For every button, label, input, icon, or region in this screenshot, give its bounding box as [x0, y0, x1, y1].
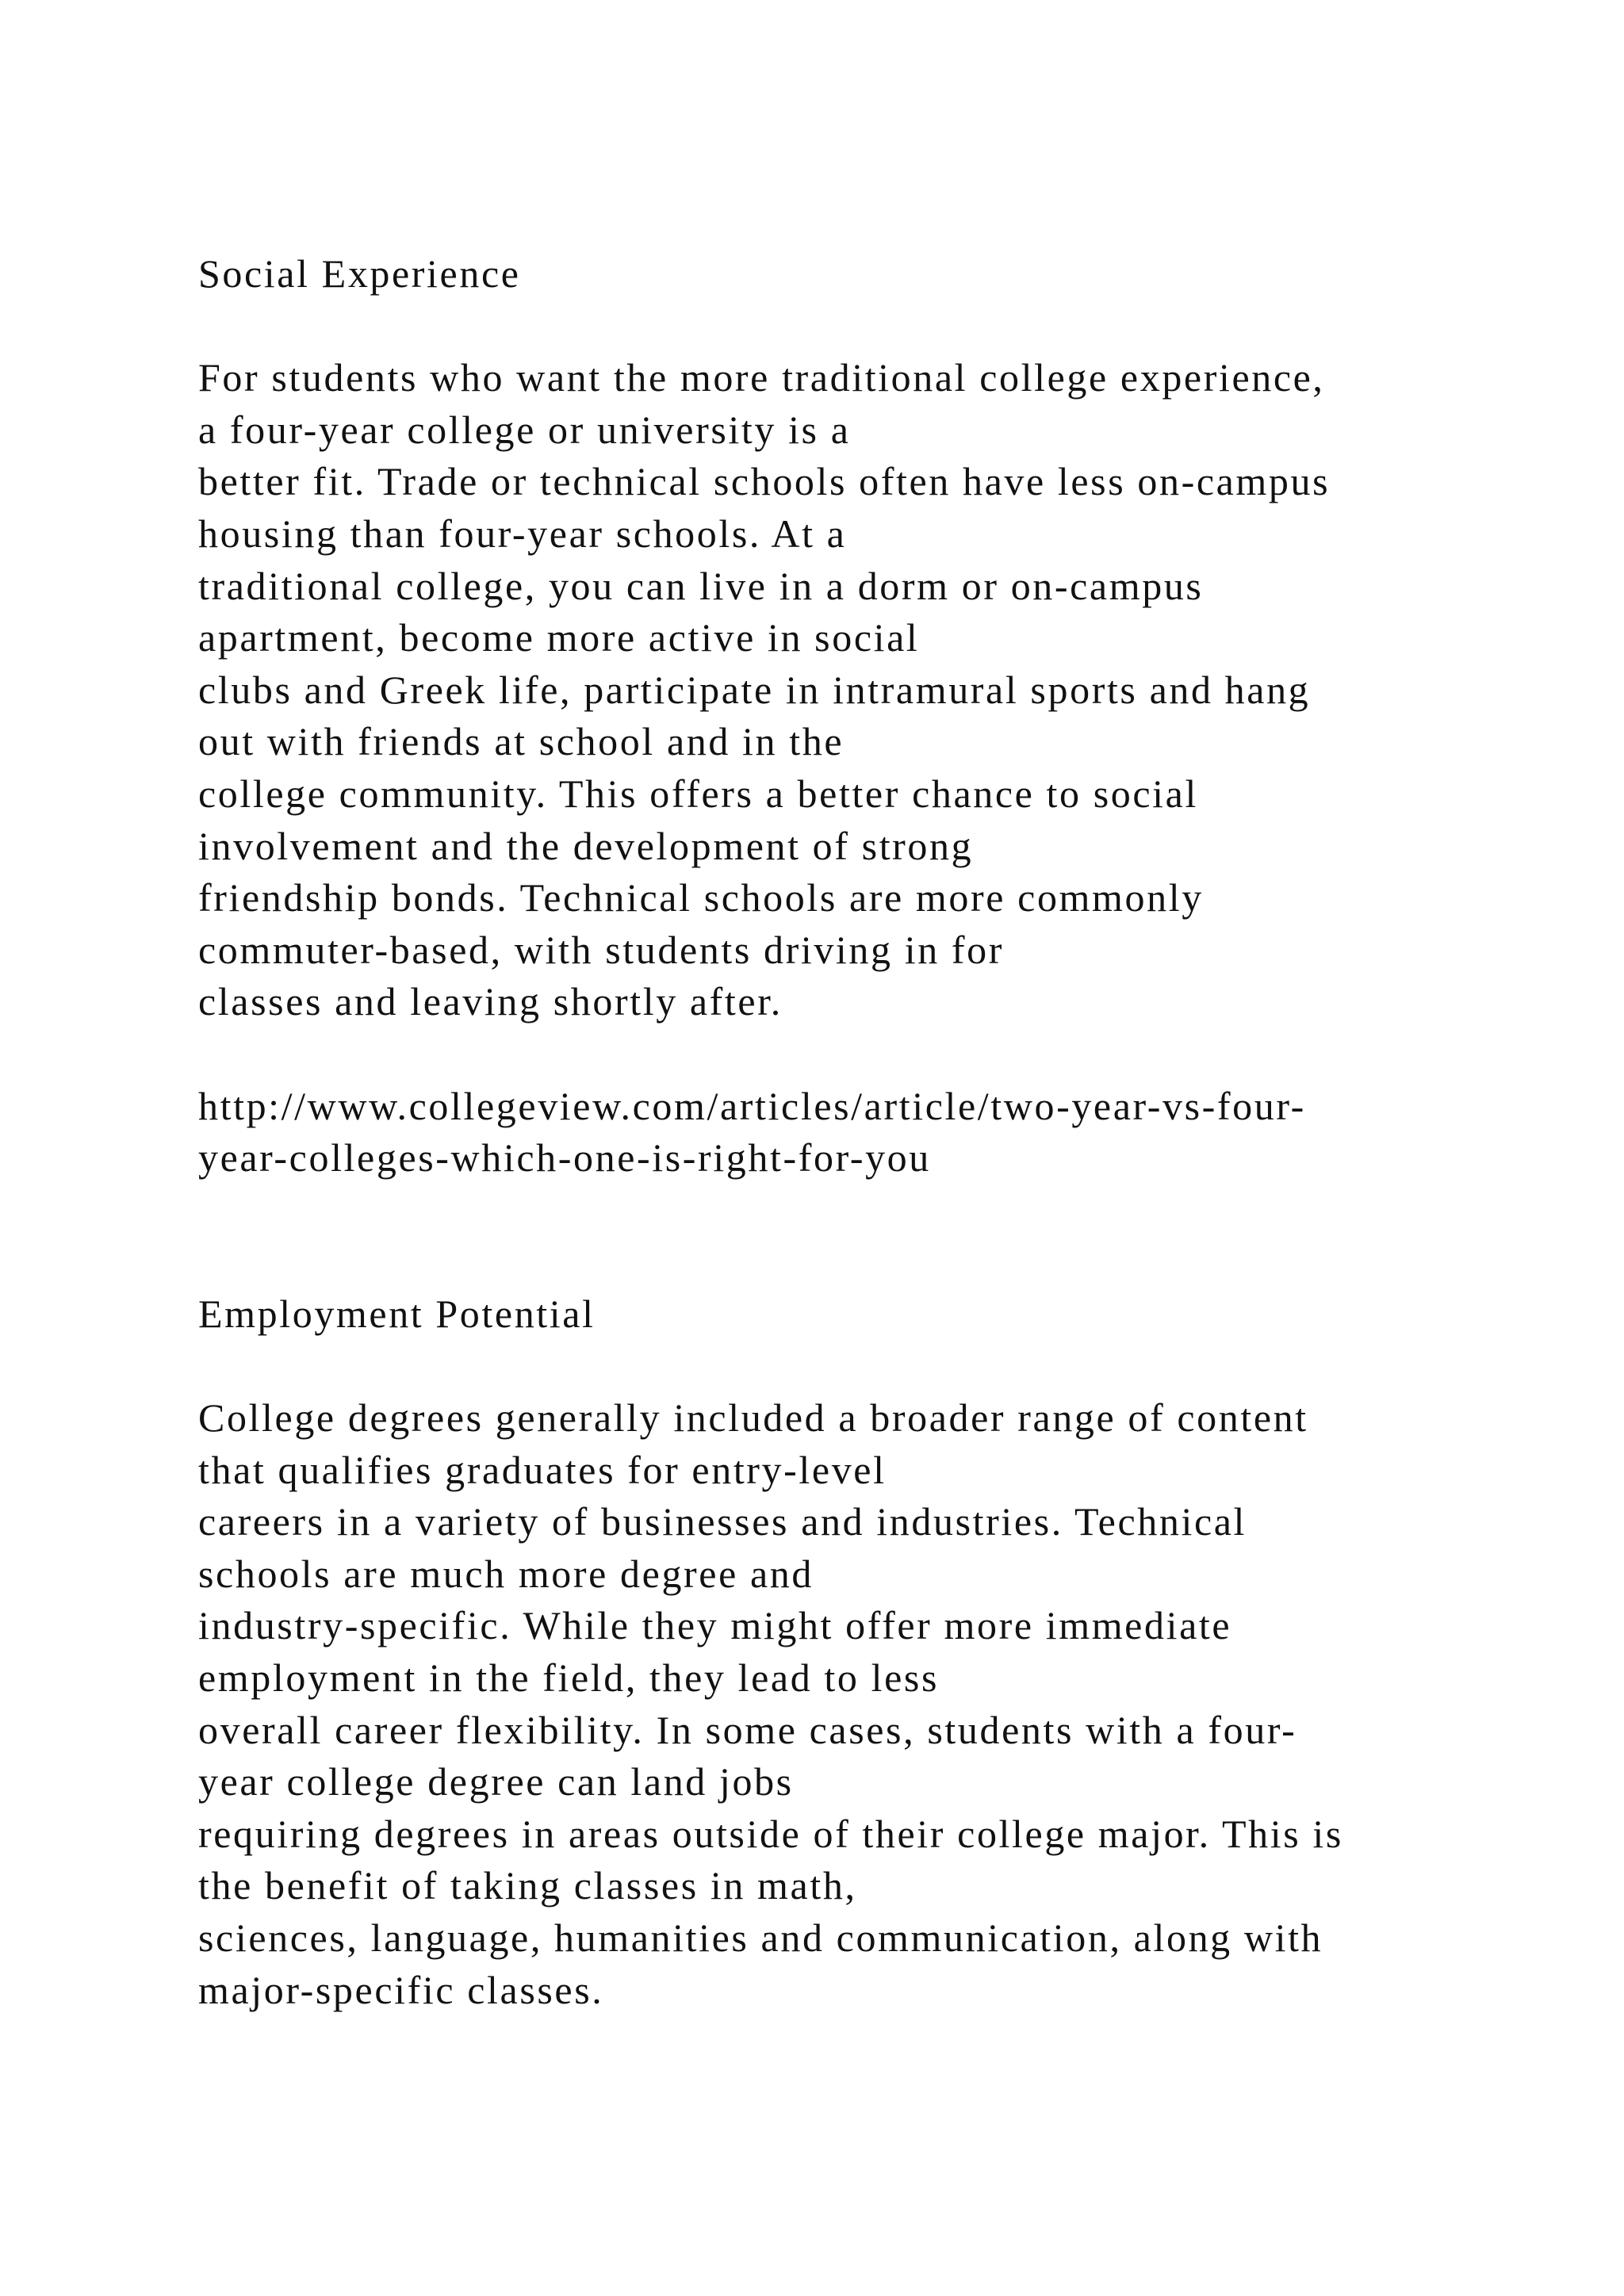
- text-line: involvement and the development of strong: [198, 823, 974, 868]
- text-line: employment in the field, they lead to less: [198, 1655, 940, 1701]
- source-url-line: http://www.collegeview.com/articles/article/two-year-vs-four-: [198, 1083, 1306, 1128]
- section-heading-employment-potential: Employment Potential: [198, 1291, 596, 1336]
- spacer: [198, 1236, 1546, 1288]
- text-line: careers in a variety of businesses and industries. Technical: [198, 1499, 1247, 1544]
- text-line: friendship bonds. Technical schools are more commonly: [198, 875, 1204, 920]
- spacer: [198, 300, 1546, 353]
- document-body: [198, 248, 1546, 2016]
- text-line: college community. This offers a better chance to social: [198, 771, 1198, 816]
- text-line: schools are much more degree and: [198, 1551, 814, 1596]
- text-line: sciences, language, humanities and communication, along with: [198, 1915, 1323, 1960]
- spacer: [198, 1340, 1546, 1392]
- text-line: that qualifies graduates for entry-level: [198, 1447, 887, 1492]
- text-line: requiring degrees in areas outside of their college major. This is: [198, 1811, 1343, 1856]
- source-url: [198, 1081, 1546, 1184]
- text-line: year college degree can land jobs: [198, 1759, 794, 1804]
- paragraph-employment-potential: [198, 1392, 1546, 2016]
- text-line: apartment, become more active in social: [198, 615, 920, 660]
- spacer: [198, 1028, 1546, 1081]
- text-line: clubs and Greek life, participate in intramural sports and hang: [198, 667, 1311, 712]
- text-line: For students who want the more traditional college experience,: [198, 355, 1325, 400]
- text-line: classes and leaving shortly after.: [198, 979, 783, 1024]
- text-line: major-specific classes.: [198, 1967, 604, 2012]
- text-line: commuter-based, with students driving in for: [198, 927, 1005, 972]
- text-line: industry-specific. While they might offer more immediate: [198, 1603, 1232, 1648]
- text-line: out with friends at school and in the: [198, 719, 845, 764]
- text-line: College degrees generally included a broader range of content: [198, 1395, 1308, 1441]
- text-line: traditional college, you can live in a dorm or on-campus: [198, 563, 1204, 608]
- spacer: [198, 1184, 1546, 1237]
- text-line: the benefit of taking classes in math,: [198, 1863, 857, 1908]
- text-line: overall career flexibility. In some cases, students with a four-: [198, 1707, 1297, 1752]
- text-line: better fit. Trade or technical schools often have less on-campus: [198, 459, 1331, 504]
- section-heading-social-experience: Social Experience: [198, 251, 521, 296]
- text-line: housing than four-year schools. At a: [198, 511, 847, 556]
- text-line: a four-year college or university is a: [198, 407, 851, 452]
- source-url-line: year-colleges-which-one-is-right-for-you: [198, 1135, 931, 1181]
- paragraph-social-experience: [198, 352, 1546, 1028]
